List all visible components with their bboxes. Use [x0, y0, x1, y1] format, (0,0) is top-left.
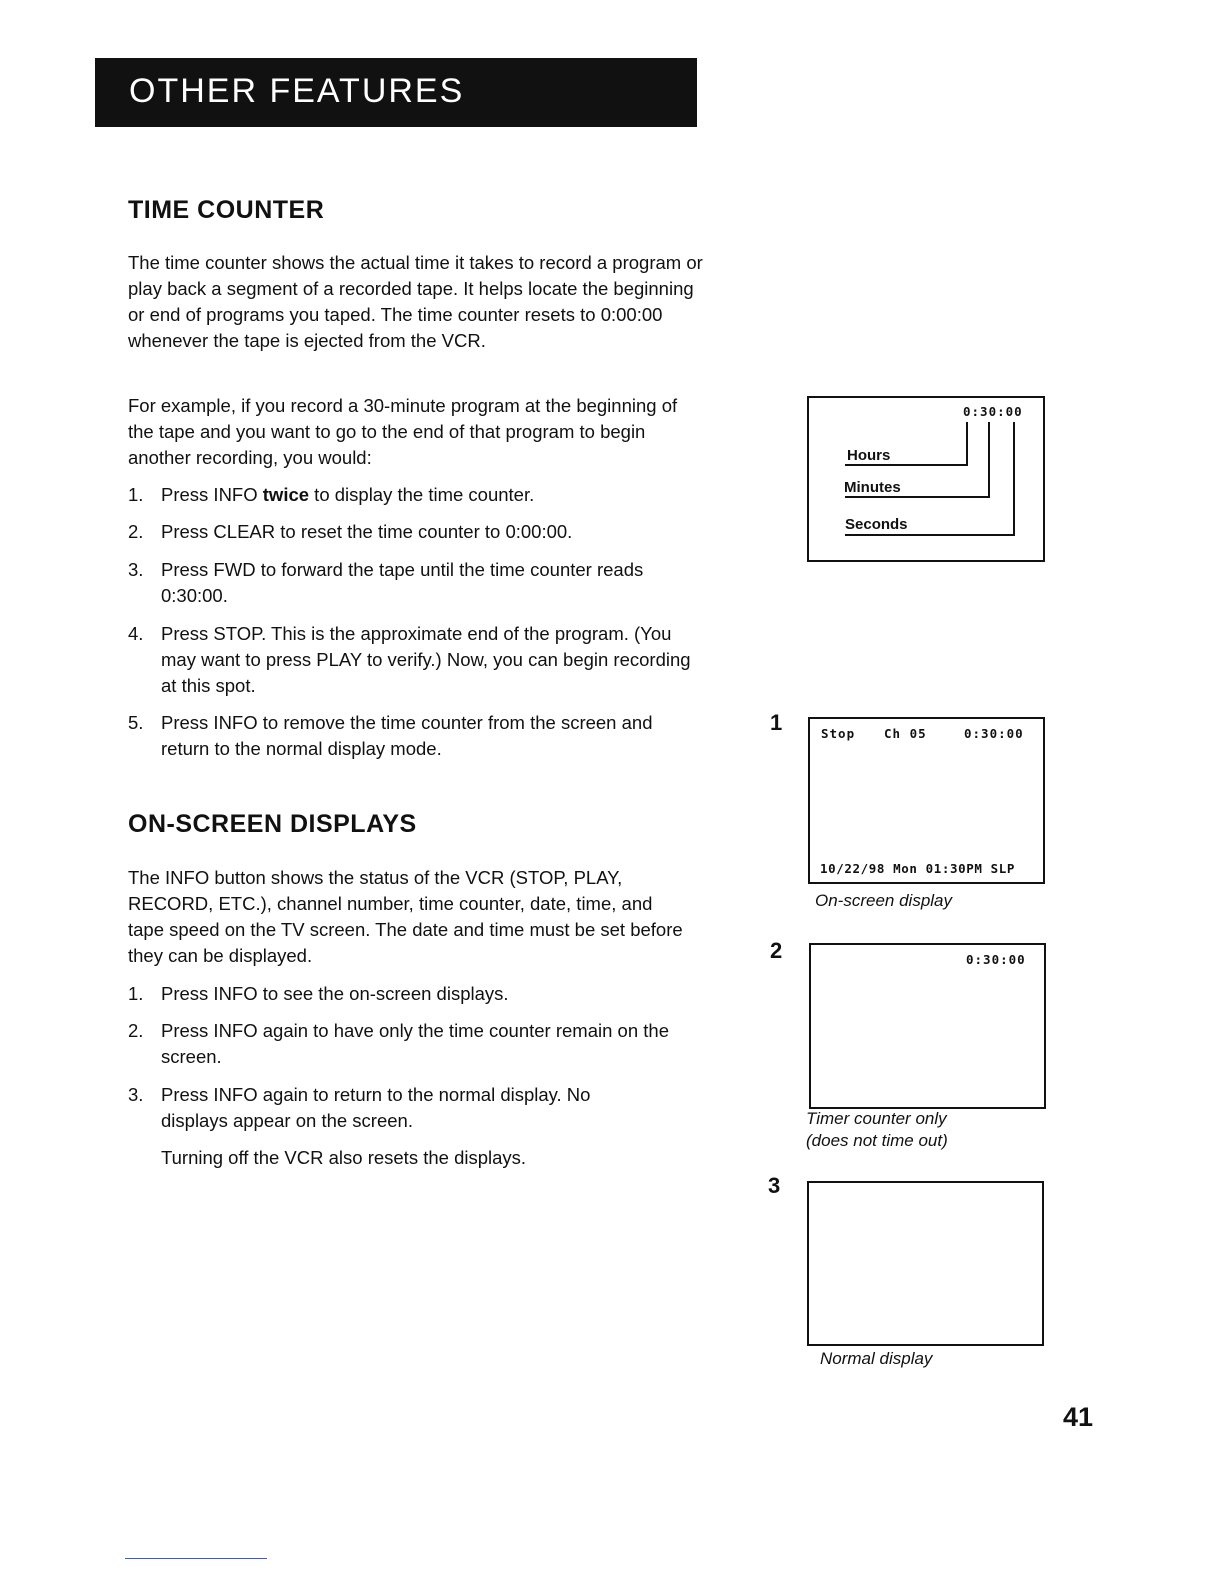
footer-rule [125, 1558, 267, 1559]
screen-3-caption: Normal display [820, 1349, 933, 1368]
diagram-counter: 0:30:00 [963, 404, 1023, 419]
os-step-3: 3. Press INFO again to return to the normal display. No displays appear on the screen. [128, 1084, 591, 1131]
os-note: Turning off the VCR also resets the displays. [161, 1147, 527, 1168]
screen-1-status: Stop [821, 726, 856, 741]
time-counter-para2: For example, if you record a 30-minute program at the beginning of the tape and you want to go to the end of that program to begin another recording, you would: [128, 395, 678, 468]
screen-2-caption-2: (does not time out) [806, 1131, 948, 1150]
counter-diagram [807, 396, 1045, 562]
screen-2-caption-1: Timer counter only [806, 1109, 947, 1128]
on-screen-heading: ON-SCREEN DISPLAYS [128, 810, 417, 838]
screen-3-number: 3 [768, 1173, 781, 1198]
tc-step-5: 5. Press INFO to remove the time counter from the screen and return to the normal display mode. [128, 712, 653, 759]
screen-2-counter: 0:30:00 [966, 952, 1026, 967]
screen-1-caption: On-screen display [815, 891, 953, 910]
section-banner [95, 58, 697, 127]
screen-1-on-screen-display [808, 717, 1045, 884]
tc-step-3: 3. Press FWD to forward the tape until the time counter reads 0:30:00. [128, 559, 644, 606]
screen-3-normal-display [807, 1181, 1044, 1346]
screen-1-date-time: 10/22/98 Mon 01:30PM SLP [820, 861, 1016, 876]
time-counter-para1: The time counter shows the actual time it takes to record a program or play back a segment of a recorded tape. It helps locate the beginning or end of programs you taped. The time counter resets to 0:00:00 whenever the tape is ejected from the VCR. [128, 252, 703, 351]
screen-1-channel: Ch 05 [884, 726, 927, 741]
os-step-2: 2. Press INFO again to have only the time counter remain on the screen. [128, 1020, 669, 1067]
screen-2-counter-only [809, 943, 1046, 1109]
tc-step-4: 4. Press STOP. This is the approximate end of the program. (You may want to press PLAY to verify.) Now, you can begin recording at this spot. [128, 623, 691, 696]
section-title: OTHER FEATURES [129, 72, 465, 110]
tc-step-1: 1. Press INFO twice to display the time counter. [128, 484, 535, 505]
screen-1-counter: 0:30:00 [964, 726, 1024, 741]
seconds-label: Seconds [845, 516, 908, 533]
tc-step-2: 2. Press CLEAR to reset the time counter to 0:00:00. [128, 521, 573, 542]
screen-2-number: 2 [770, 938, 783, 963]
os-step-1: 1. Press INFO to see the on-screen displays. [128, 983, 509, 1004]
page-number: 41 [1063, 1402, 1094, 1432]
screen-1-number: 1 [770, 710, 783, 735]
hours-label: Hours [847, 447, 891, 464]
on-screen-para1: The INFO button shows the status of the VCR (STOP, PLAY, RECORD, ETC.), channel number, time counter, date, time, and tape speed on the TV screen. The date and time must be set before they can be displayed. [128, 867, 683, 966]
minutes-label: Minutes [844, 479, 901, 496]
time-counter-heading: TIME COUNTER [128, 196, 325, 224]
